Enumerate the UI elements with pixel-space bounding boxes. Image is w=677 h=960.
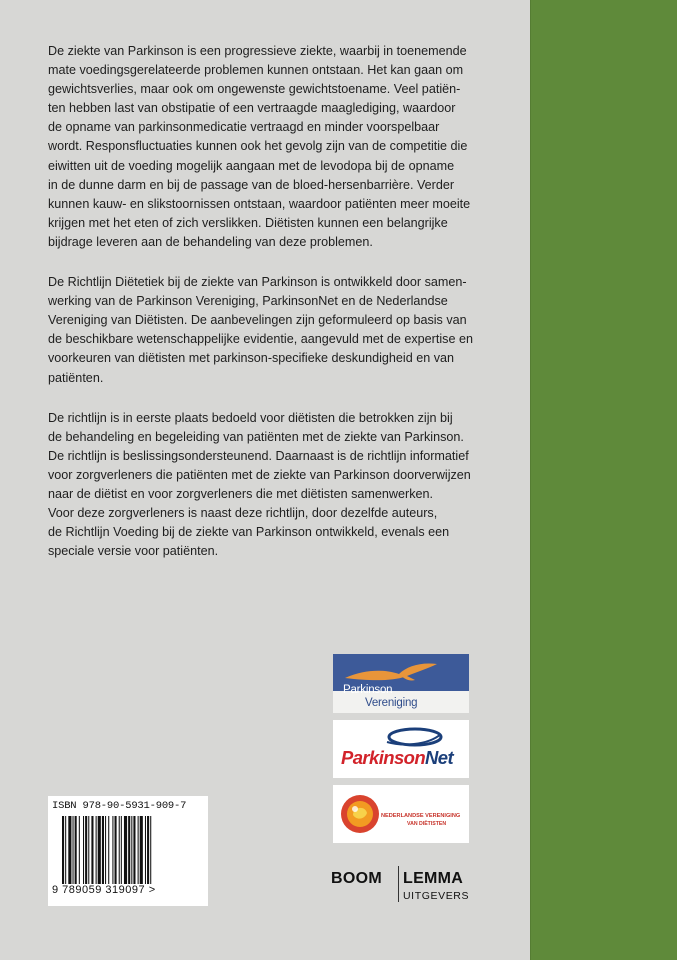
barcode-digits: 9 789059 319097 > <box>52 884 156 896</box>
text-line: de opname van parkinsonmedicatie vertraagd en minder voorspelbaar <box>48 120 440 135</box>
bird-icon <box>337 656 465 686</box>
body-text <box>48 42 494 582</box>
text-line: naar de diëtist en voor zorgverleners die met diëtisten samenwerken. <box>48 486 434 501</box>
circle-emblem-icon <box>339 793 381 835</box>
logo-text-net-part: Net <box>425 747 454 768</box>
logo-text-nvd-line1: NEDERLANDSE VERENIGING <box>381 813 461 819</box>
text-line: De richtlijn is beslissingsondersteunend. Daarnaast is de richtlijn informatief <box>48 448 469 463</box>
text-line: De Richtlijn Diëtetiek bij de ziekte van Parkinson is ontwikkeld door samen- <box>48 275 467 290</box>
paragraph-1 <box>48 42 494 252</box>
text-line: De ziekte van Parkinson is een progressieve ziekte, waarbij in toenemende <box>48 44 467 58</box>
green-spine-strip <box>530 0 677 960</box>
logo-text-vereniging: Vereniging <box>365 697 418 709</box>
text-line: mate voedingsgerelateerde problemen kunnen ontstaan. Het kan gaan om <box>48 63 464 78</box>
paragraph-3 <box>48 409 494 562</box>
text-line: patiënten. <box>48 370 104 385</box>
text-line: de beschikbare wetenschappelijke evidentie, aangevuld met de expertise en <box>48 332 473 347</box>
swoosh-icon <box>381 726 443 748</box>
text-line: wordt. Responsfluctuaties kunnen ook het gevolg zijn van de competitie die <box>48 139 468 154</box>
text-line: De richtlijn is in eerste plaats bedoeld voor diëtisten die betrokken zijn bij <box>48 410 453 425</box>
text-line: in de dunne darm en bij de passage van de bloed-hersenbarrière. Verder <box>48 177 455 192</box>
parkinsonnet-logo <box>333 720 469 778</box>
barcode-bars-icon <box>60 816 200 884</box>
text-line: bijdrage leveren aan de behandeling van deze problemen. <box>48 234 373 249</box>
publisher-divider <box>398 866 399 902</box>
text-line: speciale versie voor patiënten. <box>48 544 219 559</box>
text-line: Voor deze zorgverleners is naast deze richtlijn, door dezelfde auteurs, <box>48 506 438 521</box>
publisher-logo <box>331 866 473 906</box>
publisher-name-right: LEMMA <box>403 870 464 887</box>
parkinson-vereniging-logo <box>333 654 469 713</box>
text-line: eiwitten uit de voeding mogelijk aangaan met de levodopa bij de opname <box>48 158 455 173</box>
logo-text-parkinson-part: Parkinson <box>341 747 426 768</box>
text-line: kunnen kauw- en slikstoornissen ontstaan, waardoor patiënten meer moeite <box>48 196 471 211</box>
text-line: Vereniging van Diëtisten. De aanbevelingen zijn geformuleerd op basis van <box>48 313 467 328</box>
logo-text-nvd-line2: VAN DIËTISTEN <box>407 821 447 827</box>
logo-text-parkinsonnet <box>341 747 453 769</box>
text-line: de behandeling en begeleiding van patiënten met de ziekte van Parkinson. <box>48 429 464 444</box>
barcode <box>48 796 208 906</box>
logo-text-parkinson: Parkinson <box>343 684 393 696</box>
text-line: krijgen met het eten of zich verslikken. Diëtisten kunnen een belangrijke <box>48 215 448 230</box>
publisher-name-left: BOOM <box>331 870 382 887</box>
text-line: voor zorgverleners die patiënten met de ziekte van Parkinson doorverwijzen <box>48 467 471 482</box>
publisher-subtitle: UITGEVERS <box>403 890 470 902</box>
text-line: werking van de Parkinson Vereniging, ParkinsonNet en de Nederlandse <box>48 294 448 309</box>
text-line: voorkeuren van diëtisten met parkinson-specifieke deskundigheid en van <box>48 351 455 366</box>
isbn-number: ISBN 978-90-5931-909-7 <box>52 800 187 812</box>
text-line: ten hebben last van obstipatie of een vertraagde maaglediging, waardoor <box>48 101 456 116</box>
text-line: gewichtsverlies, maar ook om ongewenste gewichtstoename. Veel patiën- <box>48 82 461 97</box>
text-line: de Richtlijn Voeding bij de ziekte van Parkinson ontwikkeld, evenals een <box>48 525 450 540</box>
nvd-logo <box>333 785 469 843</box>
paragraph-2 <box>48 273 494 388</box>
